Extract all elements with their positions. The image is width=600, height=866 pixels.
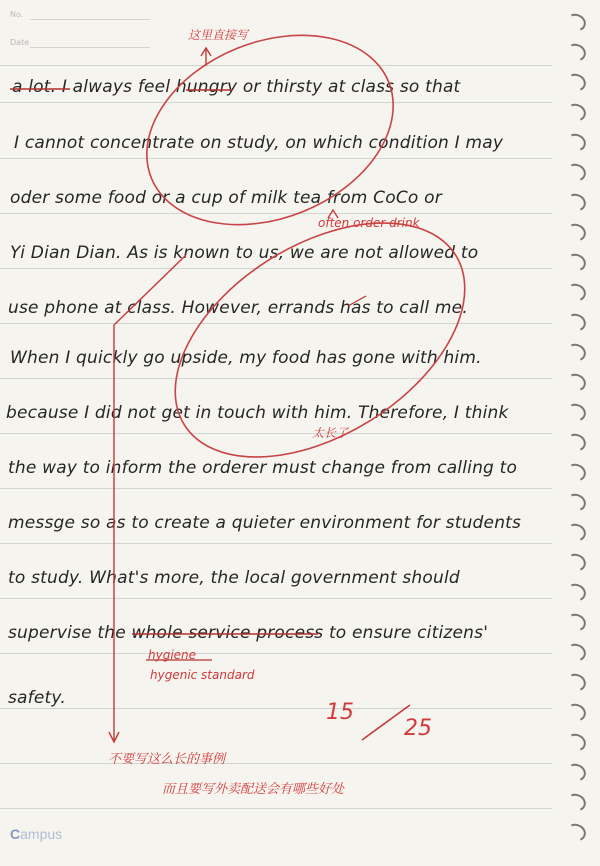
essay-line-12: safety. xyxy=(8,688,66,708)
note-direct: 这里直接写 xyxy=(188,28,249,42)
essay-line-7: because I did not get in touch with him. Therefore, I think xyxy=(6,403,509,423)
ring xyxy=(564,581,589,604)
number-label: No. xyxy=(10,10,24,19)
score-slash xyxy=(362,705,410,740)
ring xyxy=(564,551,589,574)
campus-brand-logo xyxy=(10,826,62,842)
brand-rest: ampus xyxy=(20,826,63,842)
essay-line-11: supervise the whole service process to ensure citizens' xyxy=(8,623,489,643)
strike-has xyxy=(348,296,366,306)
ring xyxy=(564,281,589,304)
ring xyxy=(564,131,589,154)
ring xyxy=(564,461,589,484)
essay-line-2: I cannot concentrate on study, on which condition I may xyxy=(14,133,504,153)
ring xyxy=(564,791,589,814)
ring xyxy=(564,371,589,394)
spiral-binding xyxy=(552,0,600,866)
date-label: Date xyxy=(10,38,30,47)
ring xyxy=(564,221,589,244)
ring xyxy=(564,11,589,34)
ring xyxy=(564,431,589,454)
score-value: 15 xyxy=(326,700,354,725)
ring xyxy=(564,401,589,424)
essay-line-3: oder some food or a cup of milk tea from CoCo or xyxy=(10,188,442,208)
ring xyxy=(564,101,589,124)
essay-line-10: to study. What's more, the local government should xyxy=(8,568,460,588)
ring xyxy=(564,251,589,274)
score-total: 25 xyxy=(404,716,432,741)
ring xyxy=(564,521,589,544)
note-often-order: often order drink xyxy=(318,216,420,230)
comment-second: 而且要写外卖配送会有哪些好处 xyxy=(162,782,345,797)
brand-initial: C xyxy=(10,826,21,842)
essay-line-1: a lot. I always feel hungry or thirsty at class so that xyxy=(12,77,461,97)
ring xyxy=(564,71,589,94)
ring xyxy=(564,311,589,334)
ring xyxy=(564,731,589,754)
note-too-long: 太长了 xyxy=(312,426,349,440)
essay-line-5: use phone at class. However, errands has to call me. xyxy=(8,298,468,318)
essay-line-4: Yi Dian Dian. As is known to us, we are not allowed to xyxy=(10,243,479,263)
ring xyxy=(564,341,589,364)
note-struck-hygiene: hygiene xyxy=(148,648,197,662)
ring xyxy=(564,161,589,184)
ring xyxy=(564,41,589,64)
ring xyxy=(564,701,589,724)
ring xyxy=(564,491,589,514)
ring xyxy=(564,611,589,634)
ring xyxy=(564,761,589,784)
ring xyxy=(564,191,589,214)
essay-line-9: messge so as to create a quieter environment for students xyxy=(8,513,522,533)
note-hygenic-standard: hygenic standard xyxy=(150,668,255,682)
essay-line-6: When I quickly go upside, my food has gone with him. xyxy=(10,348,482,368)
essay-line-8: the way to inform the orderer must change from calling to xyxy=(8,458,518,478)
comment-first: 不要写这么长的事例 xyxy=(108,752,226,767)
ring xyxy=(564,821,589,844)
ring xyxy=(564,671,589,694)
ring xyxy=(564,641,589,664)
arrow-long-diag xyxy=(114,255,186,325)
